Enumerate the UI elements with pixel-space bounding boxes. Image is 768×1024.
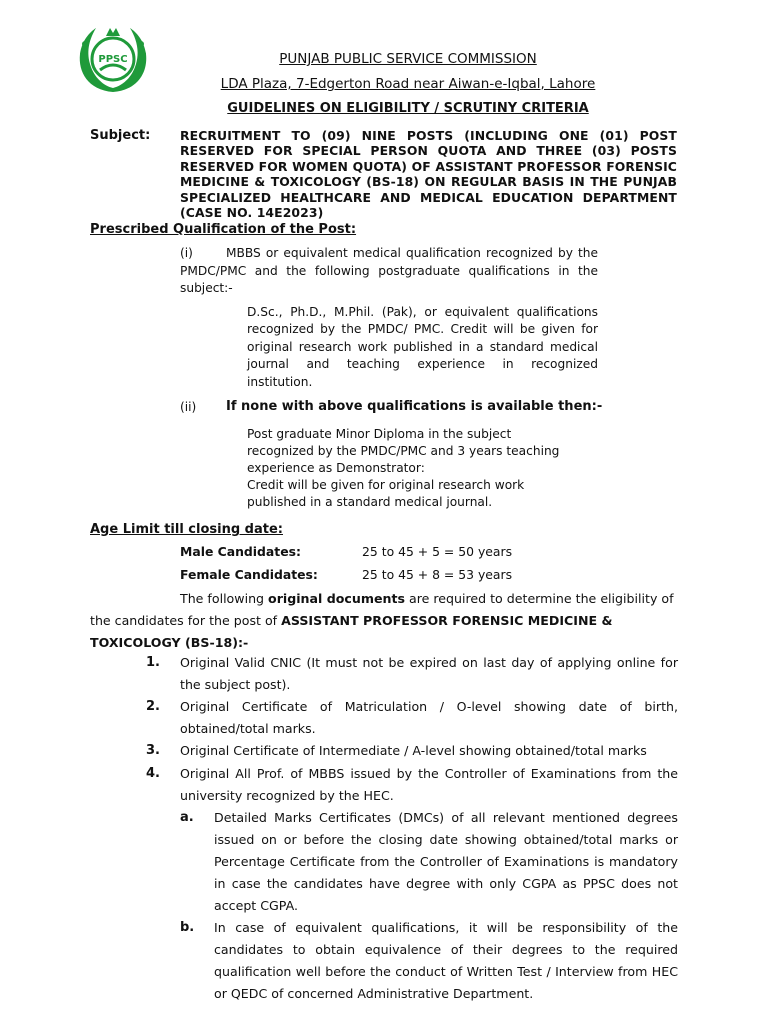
qualification-i: (i) MBBS or equivalent medical qualification recognized by the PMDC/PMC and the following postgraduate qualifications in the subject:- xyxy=(180,246,598,295)
subject-label: Subject: xyxy=(90,128,151,143)
female-label: Female Candidates: xyxy=(180,567,318,582)
qualification-ii-number: (ii) xyxy=(180,400,197,414)
documents-intro: The following original documents are required to determine the eligibility of the candidates for the post of ASSISTANT PROFESSOR FORENSIC MEDICINE & TOXICOLOGY (BS-18):- xyxy=(90,591,674,650)
org-address: LDA Plaza, 7-Edgerton Road near Aiwan-e-Iqbal, Lahore xyxy=(220,76,596,92)
male-label: Male Candidates: xyxy=(180,544,301,559)
male-value: 25 to 45 + 5 = 50 years xyxy=(362,544,513,559)
age-heading: Age Limit till closing date: xyxy=(90,522,283,537)
subject-text: RECRUITMENT TO (09) NINE POSTS (INCLUDING ONE (01) POST RESERVED FOR SPECIAL PERSON QUOTA AND THREE (03) POSTS RESERVED FOR WOMEN QUOTA) OF ASSISTANT PROFESSOR FORENSIC MEDICINE & TOXICOLOGY (BS-18) ON REGULAR BASIS IN THE PUNJAB SPECIALIZED HEALTHCARE AND MEDICAL EDUCATION DEPARTMENT (CASE NO. 14E2023) xyxy=(180,128,677,221)
female-value: 25 to 45 + 8 = 53 years xyxy=(362,567,513,582)
qualification-ii-text: Post graduate Minor Diploma in the subject recognized by the PMDC/PMC and 3 years teaching experience as Demonstrator: Credit will be given for original research work published in a standard medical journal. xyxy=(247,427,560,510)
guidelines-title: GUIDELINES ON ELIGIBILITY / SCRUTINY CRITERIA xyxy=(227,101,589,116)
org-title: PUNJAB PUBLIC SERVICE COMMISSION xyxy=(279,51,537,67)
qualification-ii-heading: If none with above qualifications is available then:- xyxy=(226,399,603,414)
svg-text:PPSC: PPSC xyxy=(98,54,128,65)
qualification-i-sub: D.Sc., Ph.D., M.Phil. (Pak), or equivalent qualifications recognized by the PMDC/ PMC. Credit will be given for original research work published in a standard medical journal and teaching experience in recognized institution. xyxy=(247,305,598,389)
qualification-heading: Prescribed Qualification of the Post: xyxy=(90,222,357,237)
